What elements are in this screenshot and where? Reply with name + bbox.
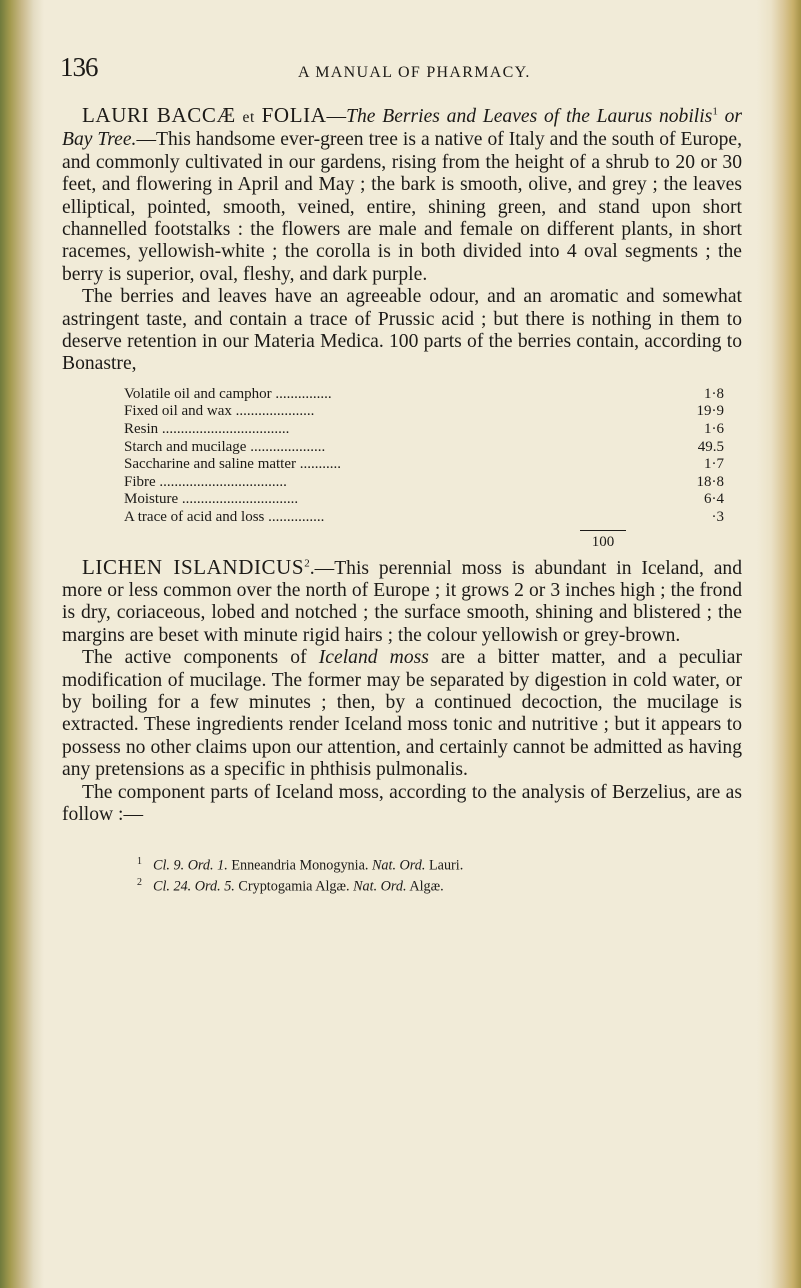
entry-body: .—This perennial moss is abundant in Iceland, and more or less common over the north of Europe ; it grows 2 or 3 inches high ; the frond is dry, coriaceous, lobed and notched ; the surface smooth, shining and blistered ; the margins are beset with minute rigid hairs ; the colour yellowish or grey-brown. bbox=[62, 557, 742, 646]
footnote-class: Cl. 9. bbox=[153, 857, 185, 874]
footnote-mark: 1 bbox=[137, 855, 142, 867]
composition-row bbox=[124, 456, 724, 474]
entry-lichen bbox=[62, 556, 742, 648]
composition-value: 6·4 bbox=[704, 491, 724, 508]
entry-lauri bbox=[62, 104, 742, 286]
footnote-mark: 2 bbox=[137, 877, 142, 889]
right-page-edge bbox=[757, 0, 801, 1288]
composition-item: Resin .................................. bbox=[124, 421, 290, 438]
composition-item: Fixed oil and wax ..................... bbox=[124, 403, 315, 420]
paragraph: The component parts of Iceland moss, according to the analysis of Berzelius, are as follow :— bbox=[62, 781, 742, 826]
footnote-family: Algæ. bbox=[409, 878, 444, 895]
composition-value: 49.5 bbox=[697, 438, 724, 455]
paragraph-italic: Iceland moss bbox=[318, 647, 429, 669]
footnote-class: Cl. 24. bbox=[153, 878, 192, 895]
paragraph-text: are a bitter matter, and a peculiar modification of mucilage. The former may be separated by digestion in cold water, or by boiling for a few minutes ; then, by a continued decoction, the mucilage is extracted. These ingredients render Iceland moss tonic and nutritive ; but it appears to possess no other claims upon our attention, and certainly cannot be admitted as having any pretensions as a specific in phthisis pulmonalis. bbox=[62, 647, 742, 781]
footnote-ref: 2 bbox=[304, 557, 310, 570]
footnote-natural-order: Nat. Ord. bbox=[353, 878, 407, 895]
footnote-text: Cryptogamia Algæ. bbox=[238, 878, 350, 895]
footnote-order: Ord. 5. bbox=[194, 878, 235, 895]
page-number: 136 bbox=[60, 52, 98, 82]
entry-headword-2: FOLIA bbox=[261, 103, 327, 127]
paragraph bbox=[62, 647, 742, 781]
footnote-ref: 1 bbox=[712, 105, 718, 118]
composition-value: 19·9 bbox=[696, 403, 724, 420]
entry-english-name: The Berries and Leaves of the Laurus nobilis bbox=[346, 106, 713, 127]
entry-headword: LICHEN ISLANDICUS bbox=[82, 554, 305, 579]
entry-dash: — bbox=[326, 106, 347, 127]
composition-table bbox=[124, 386, 724, 527]
footnote-text: Enneandria Monogynia. bbox=[231, 857, 369, 874]
composition-item: Fibre .................................. bbox=[124, 473, 287, 490]
composition-value: ·3 bbox=[711, 509, 724, 526]
total-rule bbox=[580, 530, 626, 531]
composition-row bbox=[124, 439, 724, 457]
footnote-order: Ord. 1. bbox=[187, 857, 228, 874]
composition-item: Starch and mucilage .................... bbox=[124, 438, 326, 455]
running-title: A MANUAL OF PHARMACY. bbox=[298, 64, 531, 81]
entry-alt-name: or Bay Tree. bbox=[62, 106, 743, 151]
running-head bbox=[62, 52, 742, 88]
footnote-natural-order: Nat. Ord. bbox=[371, 857, 426, 874]
composition-row bbox=[124, 474, 724, 492]
footnote bbox=[137, 874, 742, 896]
composition-value: 1·8 bbox=[704, 385, 724, 402]
paragraph-text: The active components of bbox=[82, 647, 307, 669]
composition-row bbox=[124, 403, 724, 421]
composition-item: Volatile oil and camphor ............... bbox=[124, 385, 332, 402]
entry-headword: LAURI BACCÆ bbox=[82, 103, 236, 127]
footnotes bbox=[137, 853, 742, 896]
composition-row bbox=[124, 509, 724, 527]
composition-item: A trace of acid and loss ............... bbox=[124, 509, 325, 526]
composition-total: 100 bbox=[591, 533, 615, 550]
left-page-edge bbox=[0, 0, 44, 1288]
footnote bbox=[137, 853, 742, 875]
paragraph: The berries and leaves have an agreeable odour, and an aromatic and somewhat astringent taste, and contain a trace of Prussic acid ; but there is nothing in them to deserve retention in our Materia Medica. 100 parts of the berries contain, according to Bonastre, bbox=[62, 286, 742, 375]
entry-conjunction: et bbox=[242, 109, 255, 126]
composition-item: Moisture ............................... bbox=[124, 491, 299, 508]
composition-row bbox=[124, 386, 724, 404]
book-page bbox=[62, 52, 742, 896]
composition-value: 1·6 bbox=[704, 421, 724, 438]
entry-body: —This handsome ever-green tree is a native of Italy and the south of Europe, and commonly cultivated in our gardens, rising from the height of a shrub to 20 or 30 feet, and flowering in April and May ; the bark is smooth, olive, and grey ; the leaves elliptical, pointed, smooth, veined, entire, shining green, and stand upon short channelled footstalks : the flowers are male and female on different plants, in short racemes, yellowish-white ; the corolla is in both divided into 4 oval segments ; the berry is superior, oval, fleshy, and dark purple. bbox=[62, 129, 742, 285]
composition-row bbox=[124, 421, 724, 439]
footnote-family: Lauri. bbox=[429, 857, 464, 874]
composition-row bbox=[124, 491, 724, 509]
composition-value: 18·8 bbox=[696, 473, 724, 490]
composition-value: 1·7 bbox=[704, 456, 724, 473]
composition-item: Saccharine and saline matter ........... bbox=[124, 456, 342, 473]
